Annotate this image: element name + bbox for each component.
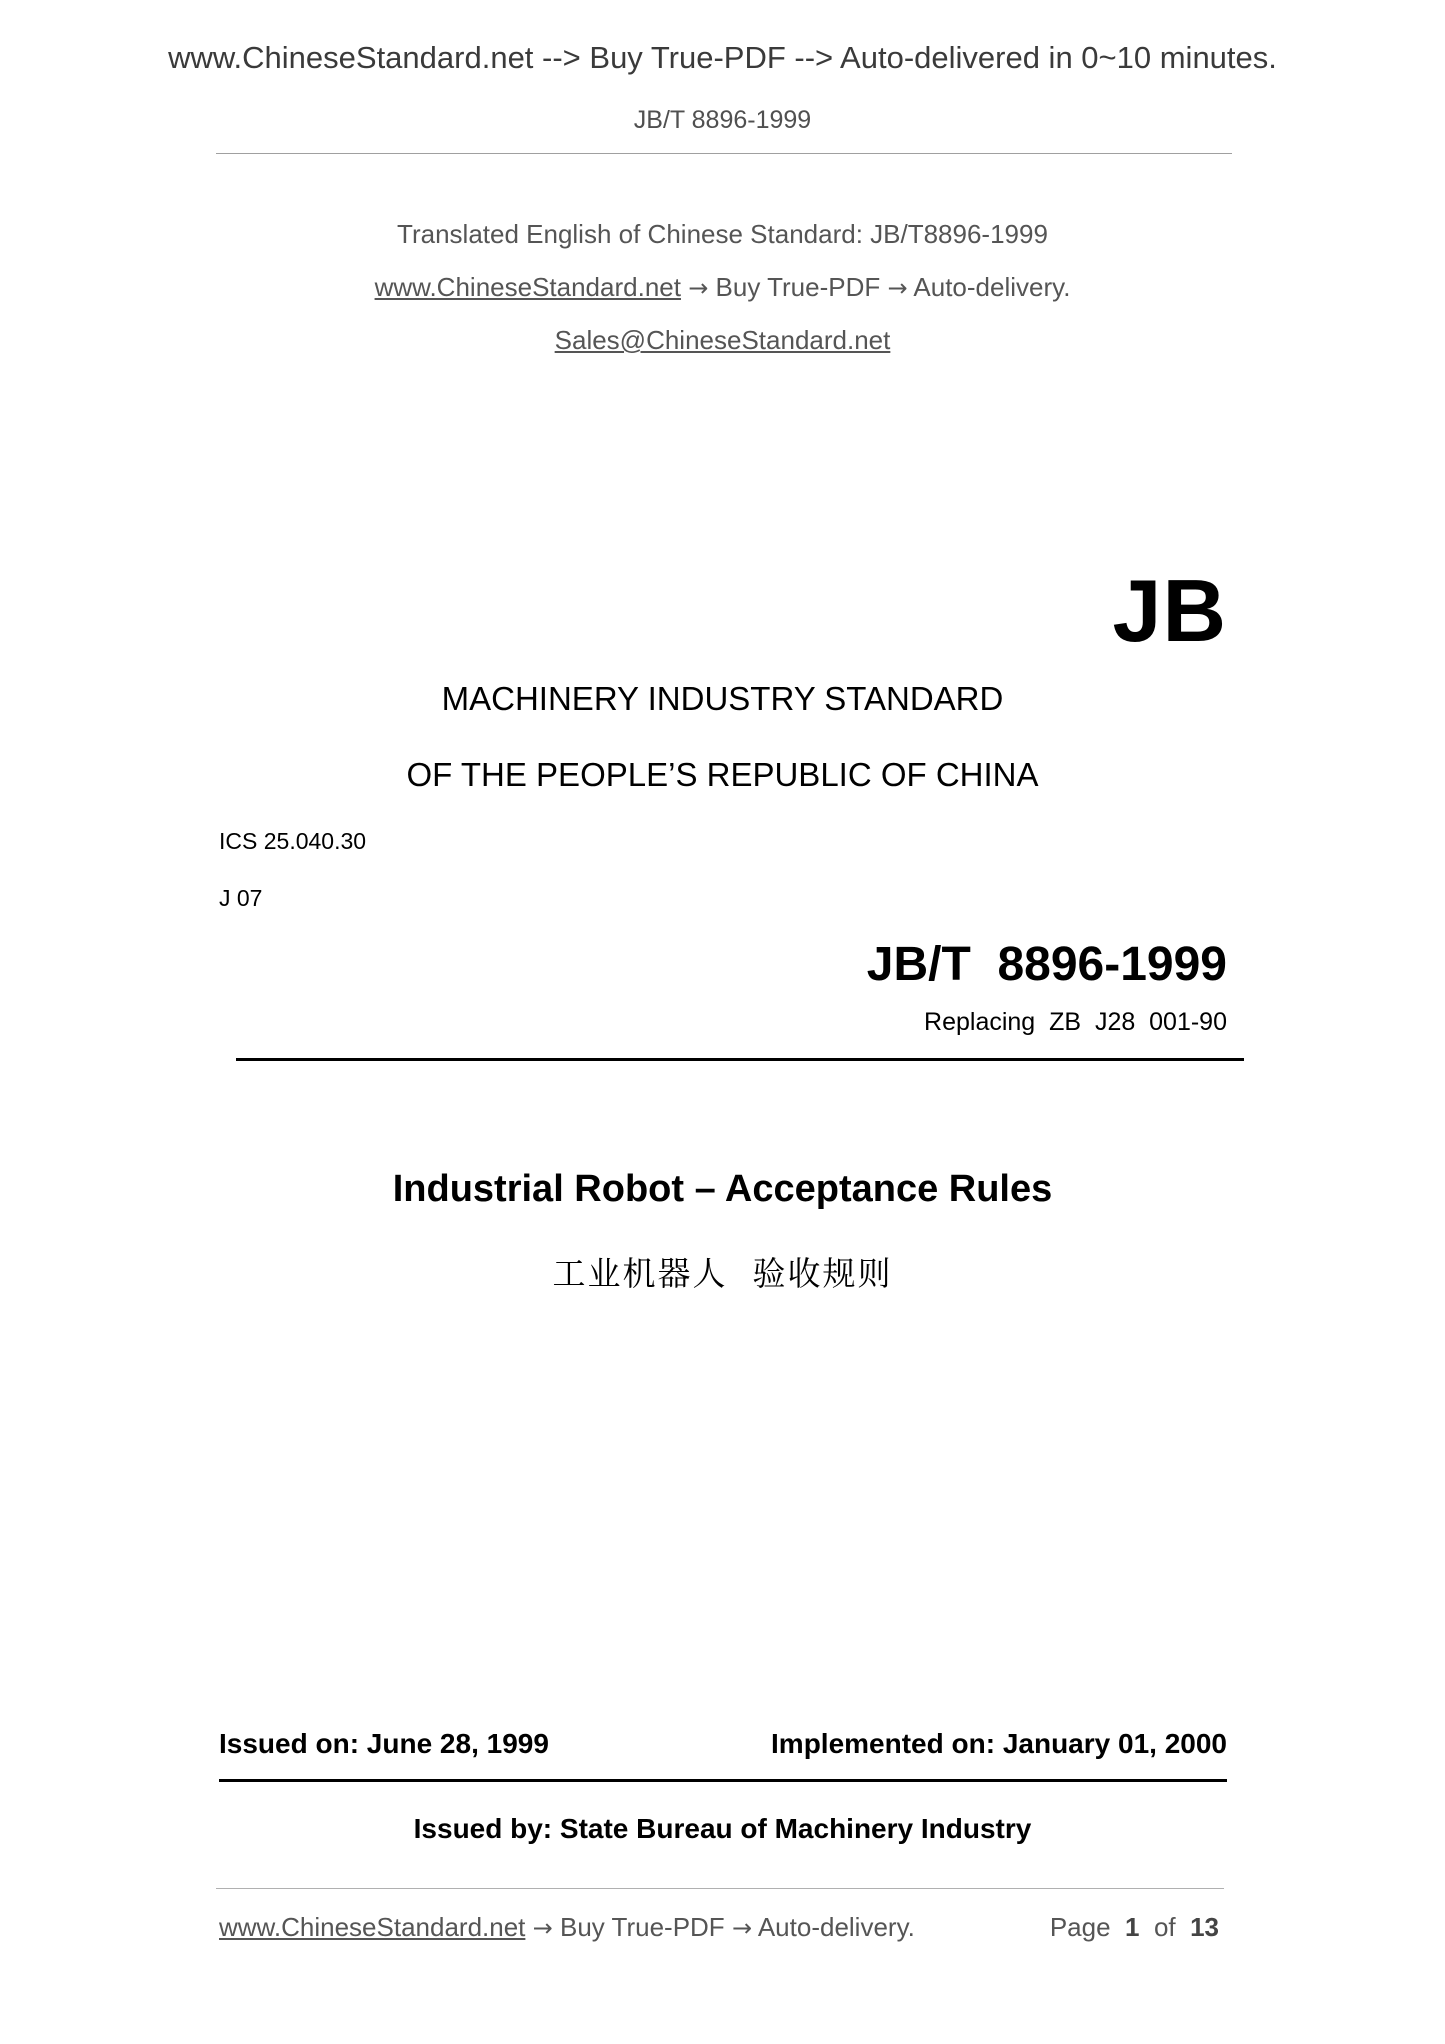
standard-number: JB/T 8896-1999 [866,938,1227,991]
footer-site-link[interactable]: www.ChineseStandard.net [219,1912,526,1942]
right-arrow-icon: → [688,274,709,302]
ccs-code: J 07 [219,885,263,911]
header-standard-code: JB/T 8896-1999 [633,106,812,134]
industry-heading-line2: OF THE PEOPLE’S REPUBLIC OF CHINA [406,756,1039,793]
footer-divider [216,1888,1224,1889]
auto-delivery-text: Auto-delivery. [913,272,1071,302]
top-banner: www.ChineseStandard.net --> Buy True-PDF --> Auto-delivered in 0~10 minutes. [168,40,1277,75]
purchase-line [0,272,1445,303]
footer-buy-text: Buy True-PDF [559,1912,725,1942]
industry-heading-line1: MACHINERY INDUSTRY STANDARD [441,680,1004,717]
site-link[interactable]: www.ChineseStandard.net [374,272,681,302]
page-indicator [1050,1912,1219,1943]
footer-auto-delivery-text: Auto-delivery. [757,1912,915,1942]
translated-notice: Translated English of Chinese Standard: JB/T8896-1999 [397,219,1048,249]
right-arrow-icon: → [532,1914,553,1942]
ics-code: ICS 25.040.30 [219,828,367,854]
dates-divider [219,1779,1227,1782]
document-title-chinese: 工业机器人 验收规则 [552,1254,893,1293]
of-label: of [1153,1912,1176,1942]
right-arrow-icon: → [887,274,908,302]
replacing-note: Replacing ZB J28 001-90 [924,1008,1227,1036]
title-divider [236,1058,1244,1061]
page-label: Page [1049,1912,1111,1942]
issuing-authority: Issued by: State Bureau of Machinery Industry [413,1813,1032,1844]
right-arrow-icon: → [731,1914,753,1942]
implemented-on-date: Implemented on: January 01, 2000 [771,1728,1227,1759]
header-divider [216,153,1232,154]
buy-text: Buy True-PDF [715,272,881,302]
footer-purchase-line [219,1912,915,1943]
page-current: 1 [1125,1912,1140,1942]
jb-mark: JB [1112,561,1227,660]
issued-on-date: Issued on: June 28, 1999 [219,1728,549,1759]
document-title: Industrial Robot – Acceptance Rules [392,1168,1053,1210]
sales-email-link[interactable]: Sales@ChineseStandard.net [554,325,891,355]
page-total: 13 [1190,1912,1219,1942]
email-line [0,325,1445,356]
